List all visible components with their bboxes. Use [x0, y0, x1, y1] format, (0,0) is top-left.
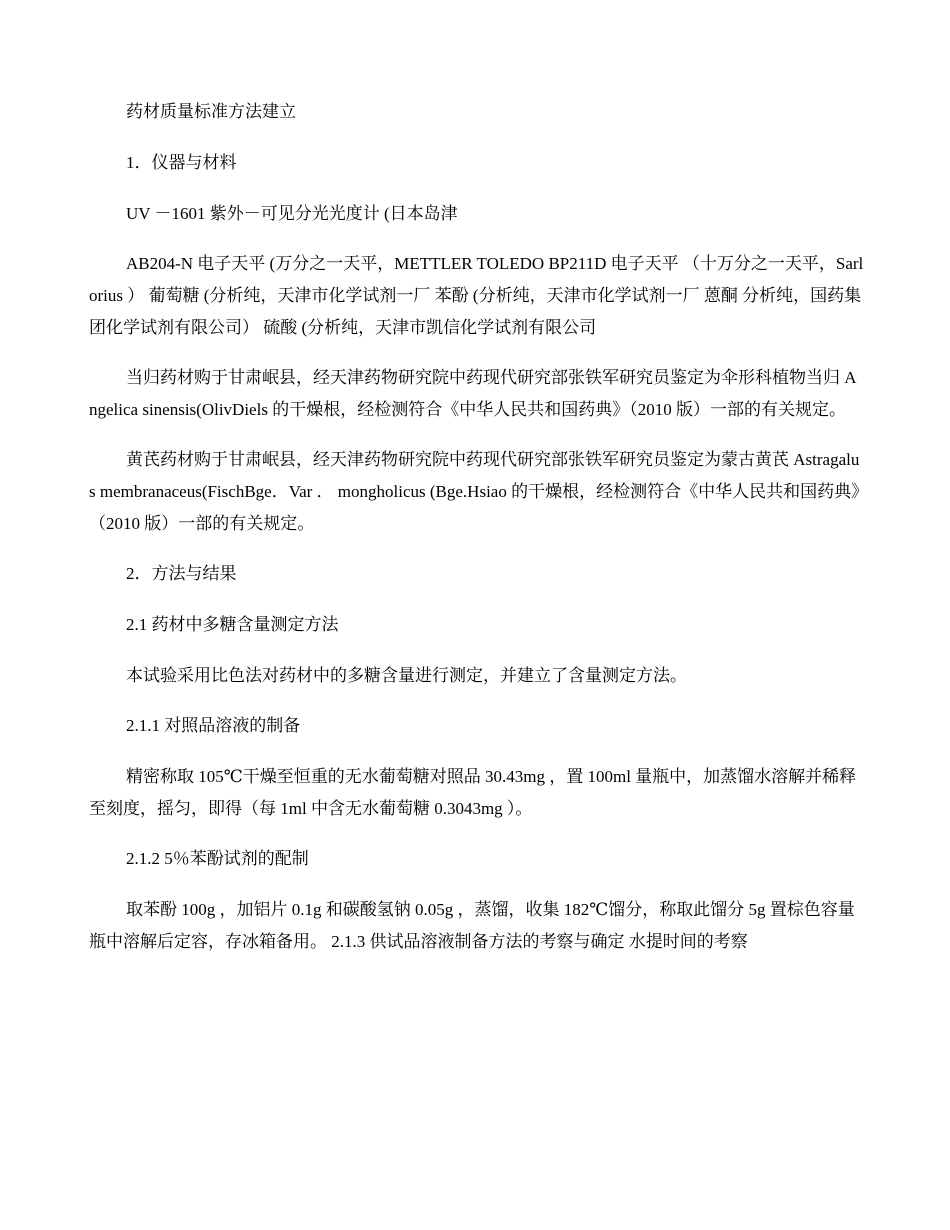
subsection-heading-2-1-2: 2.1.2 5％苯酚试剂的配制	[126, 849, 309, 868]
document-body	[89, 96, 864, 976]
paragraph-uv-instrument: UV －1601 紫外－可见分光光度计 (日本岛津	[126, 204, 458, 223]
paragraph-angelica: 当归药材购于甘肃岷县，经天津药物研究院中药现代研究部张铁军研究员鉴定为伞形科植物当归 Angelica sinensis(OlivDiels 的干燥根，经检测符合《中华人民共和国药典》（2010 版）一部的有关规定。	[89, 368, 857, 419]
section-title: 药材质量标准方法建立	[126, 102, 296, 121]
paragraph-reference-solution: 精密称取 105℃干燥至恒重的无水葡萄糖对照品 30.43mg ，置 100ml 量瓶中，加蒸馏水溶解并稀释至刻度，摇匀，即得（每 1ml 中含无水葡萄糖 0.3043mg ）。	[89, 767, 857, 818]
paragraph-astragalus: 黄芪药材购于甘肃岷县，经天津药物研究院中药现代研究部张铁军研究员鉴定为蒙古黄芪 Astragalus membranaceus(FischBge．Var ． mongholicus (Bge.Hsiao 的干燥根，经检测符合《中华人民共和国药典》（2010 版）一部的有关规定。	[89, 450, 860, 533]
paragraph-colorimetric: 本试验采用比色法对药材中的多糖含量进行测定，并建立了含量测定方法。	[126, 666, 687, 685]
paragraph-balances-reagents: AB204-N 电子天平 (万分之一天平，METTLER TOLEDO BP211D 电子天平 （十万分之一天平，Sarlorius ） 葡萄糖 (分析纯，天津市化学试剂一厂 苯酚 (分析纯，天津市化学试剂一厂 蒽酮 分析纯，国药集团化学试剂有限公司） 硫酸 (分析纯，天津市凯信化学试剂有限公司	[89, 254, 864, 337]
paragraph-phenol-reagent: 取苯酚 100g ，加铝片 0.1g 和碳酸氢钠 0.05g ，蒸馏，收集 182℃馏分，称取此馏分 5g 置棕色容量瓶中溶解后定容，存冰箱备用。 2.1.3 供试品溶液制备方法的考察与确定 水提时间的考察	[89, 900, 855, 951]
section-heading-instruments: 1．仪器与材料	[126, 153, 237, 172]
subsection-heading-2-1: 2.1 药材中多糖含量测定方法	[126, 615, 339, 634]
section-heading-methods: 2．方法与结果	[126, 564, 237, 583]
subsection-heading-2-1-1: 2.1.1 对照品溶液的制备	[126, 716, 301, 735]
